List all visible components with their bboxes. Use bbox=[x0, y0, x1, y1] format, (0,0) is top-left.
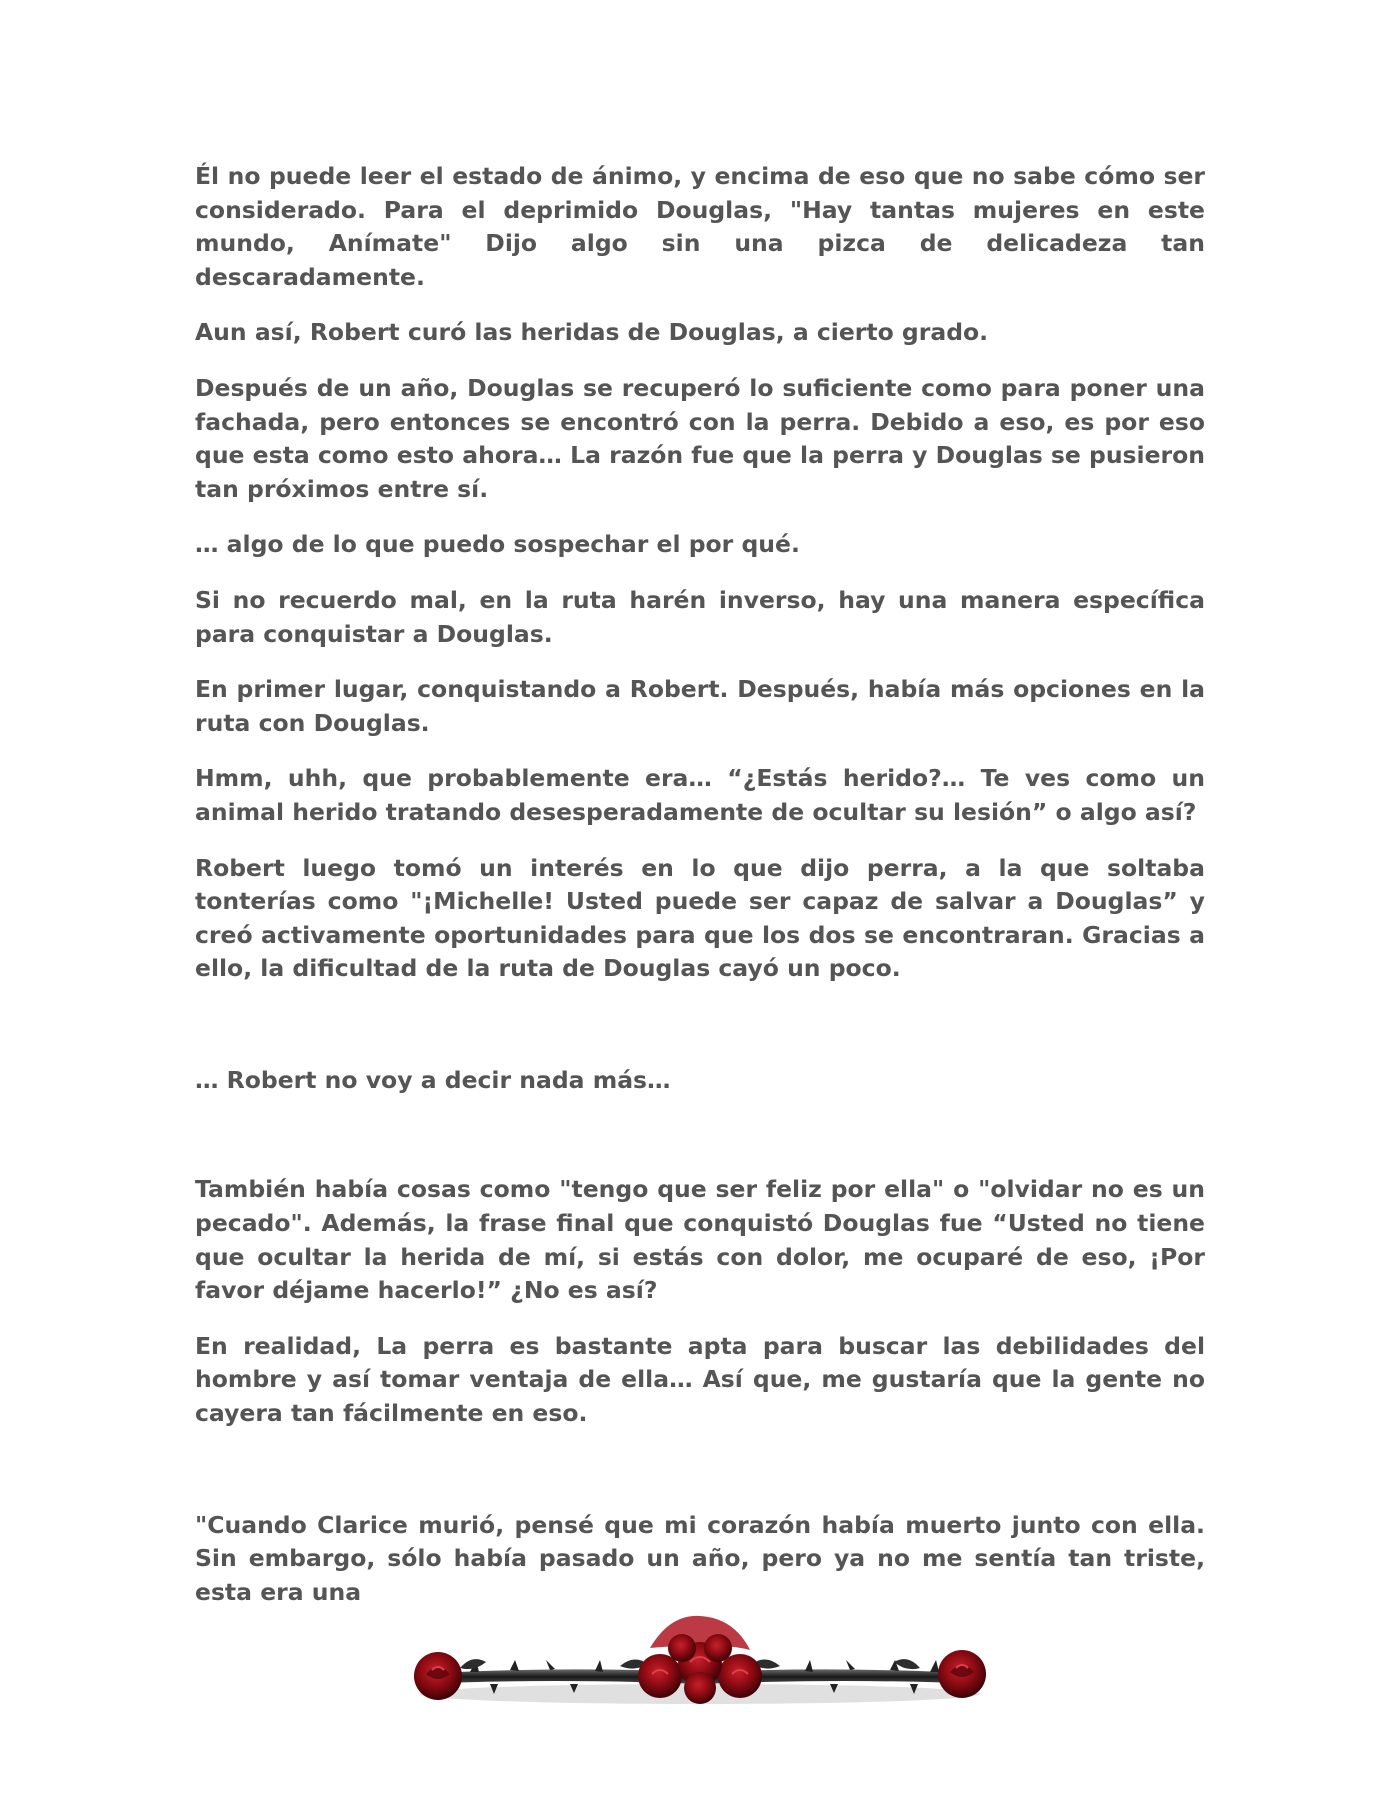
paragraph-2: Aun así, Robert curó las heridas de Douglas, a cierto grado. bbox=[195, 318, 989, 347]
paragraph-7: Hmm, uhh, que probablemente era… “¿Estás herido?… Te ves como un animal herido tratando desesperadamente de ocultar su lesión” o algo así? bbox=[195, 764, 1205, 826]
rose-vine-divider-icon bbox=[400, 1608, 1000, 1718]
paragraph-9: … Robert no voy a decir nada más… bbox=[195, 1065, 671, 1094]
paragraph-6: En primer lugar, conquistando a Robert. Después, había más opciones en la ruta con Douglas. bbox=[195, 675, 1205, 737]
paragraph-5: Si no recuerdo mal, en la ruta harén inverso, hay una manera específica para conquistar a Douglas. bbox=[195, 585, 1205, 648]
document-body bbox=[195, 160, 1205, 1631]
paragraph-10: También había cosas como "tengo que ser feliz por ella" o "olvidar no es un pecado". Además, la frase final que conquistó Douglas fue “Usted no tiene que ocultar la herida de mí, si estás con dolor, me ocuparé de eso, ¡Por favor déjame hacerlo!” ¿No es así? bbox=[195, 1175, 1205, 1305]
paragraph-12: "Cuando Clarice murió, pensé que mi corazón había muerto junto con ella. Sin embargo, sólo había pasado un año, pero ya no me sentía tan triste, esta era una bbox=[195, 1510, 1205, 1606]
paragraph-8: Robert luego tomó un interés en lo que dijo perra, a la que soltaba tonterías como "¡Michelle! Usted puede ser capaz de salvar a Douglas” y creó activamente oportunidades para que los dos se encontraran. Gracias a ello, la dificultad de la ruta de Douglas cayó un poco. bbox=[195, 853, 1205, 983]
paragraph-11: En realidad, La perra es bastante apta para buscar las debilidades del hombre y así tomar ventaja de ella… Así que, me gustaría que la gente no cayera tan fácilmente en eso. bbox=[195, 1331, 1205, 1428]
paragraph-3: Después de un año, Douglas se recuperó lo suficiente como para poner una fachada, pero entonces se encontró con la perra. Debido a eso, es por eso que esta como esto ahora… La razón fue que la perra y Douglas se pusieron tan próximos entre sí. bbox=[195, 373, 1206, 503]
paragraph-4: … algo de lo que puedo sospechar el por qué. bbox=[195, 530, 800, 559]
paragraph-1: Él no puede leer el estado de ánimo, y encima de eso que no sabe cómo ser considerado. Para el deprimido Douglas, "Hay tantas mujeres en este mundo, Anímate" Dijo algo sin una pizca de delicadeza tan descaradamente. bbox=[195, 162, 1205, 291]
